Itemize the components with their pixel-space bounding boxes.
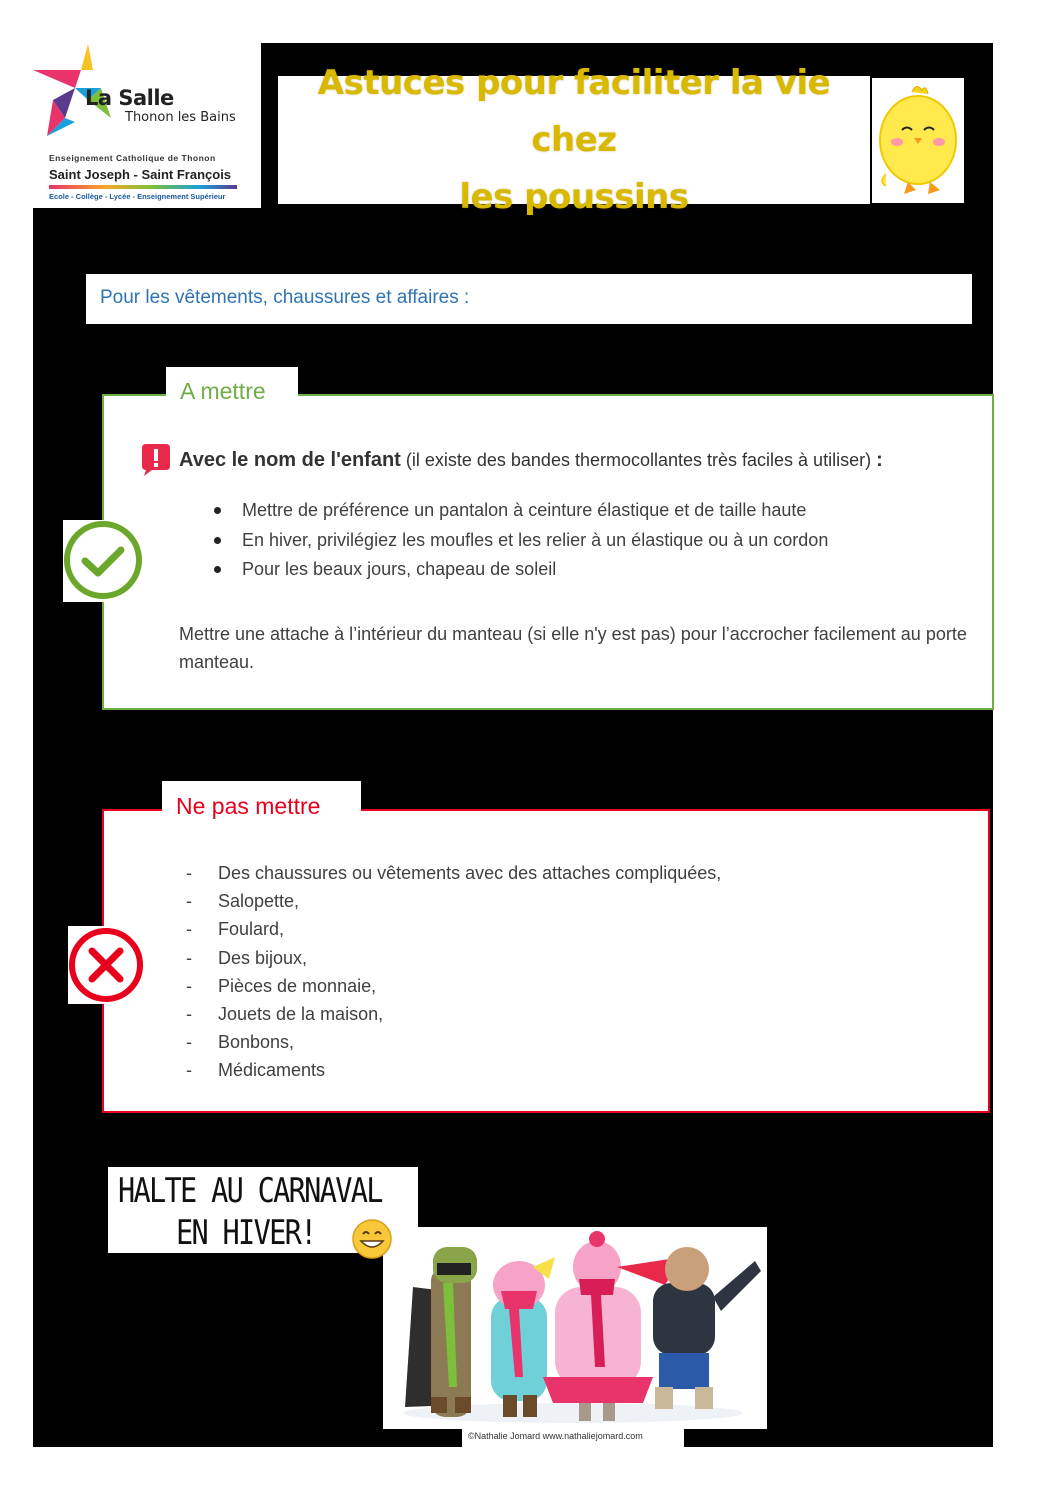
list-item: - Des chaussures ou vêtements avec des attaches compliquées,	[184, 859, 721, 887]
lead-bold: Avec le nom de l'enfant	[179, 449, 401, 471]
credit-text: ©Nathalie Jomard www.nathaliejomard.com	[468, 1431, 643, 1441]
halte-line-1: HALTE AU CARNAVAL	[118, 1171, 382, 1211]
logo-subtitle: Enseignement Catholique de Thonon	[49, 153, 216, 163]
halte-line-2: EN HIVER!	[176, 1213, 316, 1253]
bundled-kids-illustration	[383, 1227, 767, 1429]
list-item: - Des bijoux,	[184, 944, 721, 972]
list-item: Mettre de préférence un pantalon à ceinture élastique et de taille haute	[214, 496, 828, 526]
ne-pas-mettre-label: Ne pas mettre	[176, 793, 321, 819]
page-title	[278, 62, 870, 217]
list-item: - Pièces de monnaie,	[184, 972, 721, 1000]
logo-levels: Ecole - Collège - Lycée - Enseignement Supérieur	[49, 192, 226, 201]
lead-text: (il existe des bandes thermocollantes très faciles à utiliser)	[400, 450, 877, 470]
check-icon	[63, 520, 147, 602]
list-item: - Jouets de la maison,	[184, 1000, 721, 1028]
logo-city: Thonon les Bains	[125, 110, 236, 125]
lead-colon: :	[876, 449, 883, 471]
list-item: - Médicaments	[184, 1056, 721, 1084]
list-item: - Foulard,	[184, 915, 721, 943]
title-line-2: les poussins	[459, 176, 689, 217]
cross-icon	[68, 926, 146, 1004]
title-line-1: Astuces pour faciliter la vie chez	[317, 62, 831, 160]
list-item: Pour les beaux jours, chapeau de soleil	[214, 555, 828, 585]
name-label-instruction	[179, 449, 883, 472]
logo-school-name: Saint Joseph - Saint François	[49, 167, 232, 182]
logo-color-bar	[49, 185, 237, 189]
a-mettre-list	[214, 496, 828, 585]
exclamation-icon	[138, 444, 174, 478]
list-item: - Salopette,	[184, 887, 721, 915]
section-heading-text: Pour les vêtements, chaussures et affaires :	[100, 287, 470, 308]
list-item: En hiver, privilégiez les moufles et les relier à un élastique ou à un cordon	[214, 526, 828, 556]
chick-icon	[872, 78, 964, 203]
ne-pas-mettre-box	[102, 809, 990, 1113]
list-item: - Bonbons,	[184, 1028, 721, 1056]
a-mettre-tab	[166, 367, 298, 409]
section-heading	[86, 274, 972, 324]
coat-loop-paragraph: Mettre une attache à l’intérieur du manteau (si elle n'y est pas) pour l’accrocher facilement au porte manteau.	[179, 624, 967, 672]
a-mettre-box	[102, 394, 994, 710]
ne-pas-mettre-tab	[162, 781, 361, 823]
a-mettre-label: A mettre	[180, 378, 266, 404]
illustration-credit	[462, 1429, 684, 1447]
school-logo	[33, 40, 261, 208]
ne-pas-mettre-list	[184, 859, 721, 1085]
logo-brand: La Salle	[85, 86, 174, 110]
grinning-face-icon	[350, 1217, 394, 1266]
